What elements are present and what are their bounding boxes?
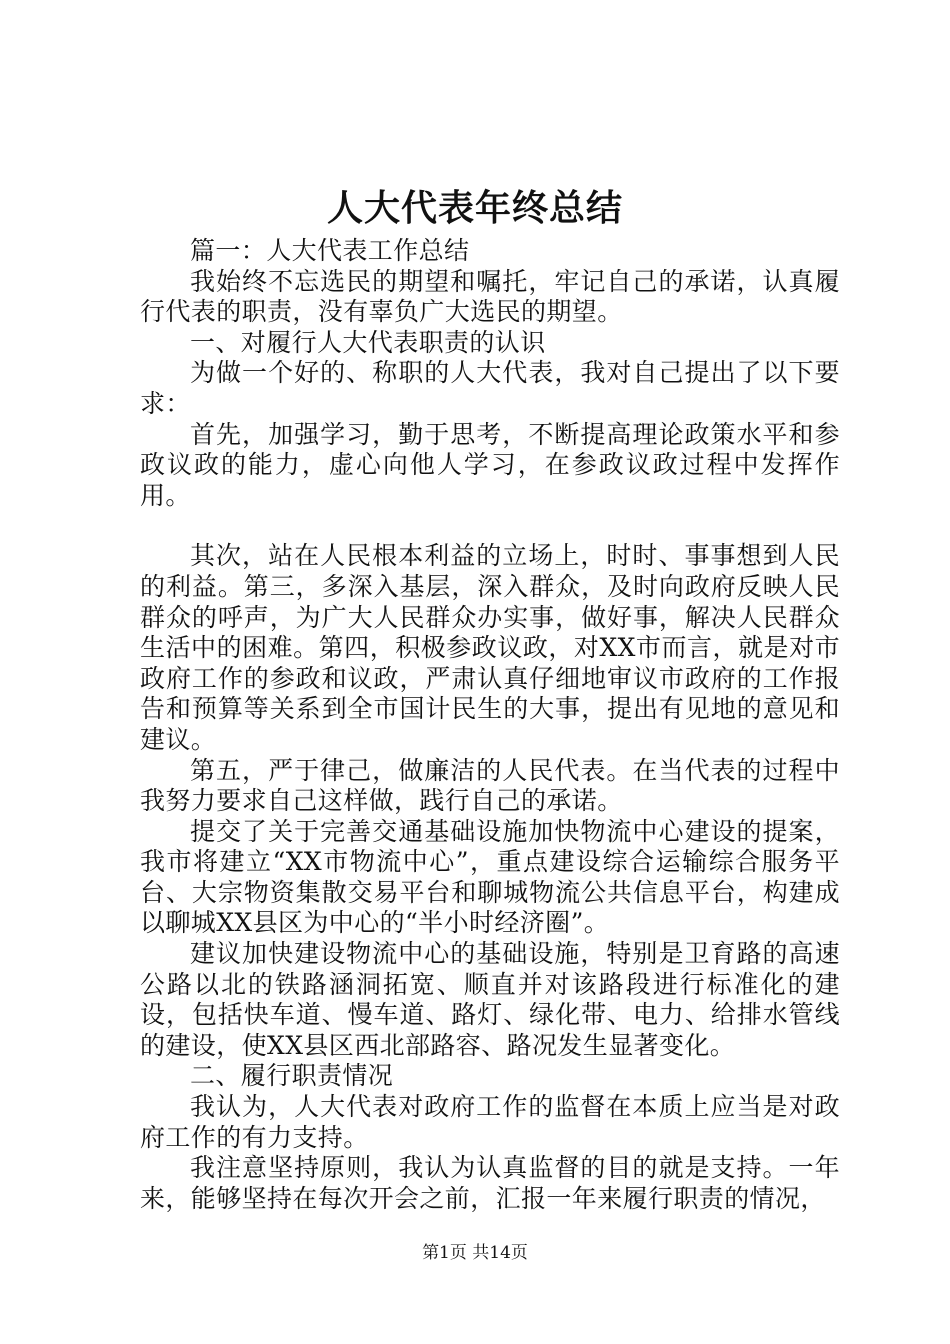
paragraph: 其次，站在人民根本利益的立场上，时时、事事想到人民的利益。第三，多深入基层，深入群众，及时向政府反映人民群众的呼声，为广大人民群众办实事，做好事，解决人民群众生活中的困难。第四，积极参政议政，对XX市而言，就是对市政府工作的参政和议政，严肃认真仔细地审议市政府的工作报告和预算等关系到全市国计民生的大事，提出有见地的意见和建议。 [140, 541, 840, 754]
document-body [140, 236, 840, 1214]
paragraph-heading: 一、对履行人大代表职责的认识 [190, 327, 546, 357]
paragraph-section-heading: 篇一：人大代表工作总结 [190, 236, 470, 265]
page-footer: 第1页 共14页 [422, 1243, 528, 1263]
paragraph: 我始终不忘选民的期望和嘱托，牢记自己的承诺，认真履行代表的职责，没有辜负广大选民的期望。 [140, 266, 840, 327]
document-title: 人大代表年终总结 [326, 187, 623, 229]
paragraph: 我注意坚持原则，我认为认真监督的目的就是支持。一年来，能够坚持在每次开会之前，汇报一年来履行职责的情况， [140, 1153, 840, 1213]
paragraph: 提交了关于完善交通基础设施加快物流中心建设的提案，我市将建立“XX市物流中心”，重点建设综合运输综合服务平台、大宗物资集散交易平台和聊城物流公共信息平台，构建成以聊城XX县区为中心的“半小时经济圈”。 [140, 816, 840, 938]
paragraph: 第五，严于律己，做廉洁的人民代表。在当代表的过程中我努力要求自己这样做，践行自己的承诺。 [140, 755, 840, 816]
paragraph: 为做一个好的、称职的人大代表，我对自己提出了以下要求： [140, 358, 840, 418]
paragraph: 首先，加强学习，勤于思考，不断提高理论政策水平和参政议政的能力，虚心向他人学习，在参政议政过程中发挥作用。 [140, 419, 840, 510]
paragraph-heading: 二、履行职责情况 [190, 1061, 394, 1091]
paragraph: 我认为，人大代表对政府工作的监督在本质上应当是对政府工作的有力支持。 [140, 1092, 840, 1152]
paragraph: 建议加快建设物流中心的基础设施，特别是卫育路的高速公路以北的铁路涵洞拓宽、顺直并对该路段进行标准化的建设，包括快车道、慢车道、路灯、绿化带、电力、给排水管线的建设，使XX县区西北部路容、路况发生显著变化。 [140, 939, 840, 1060]
